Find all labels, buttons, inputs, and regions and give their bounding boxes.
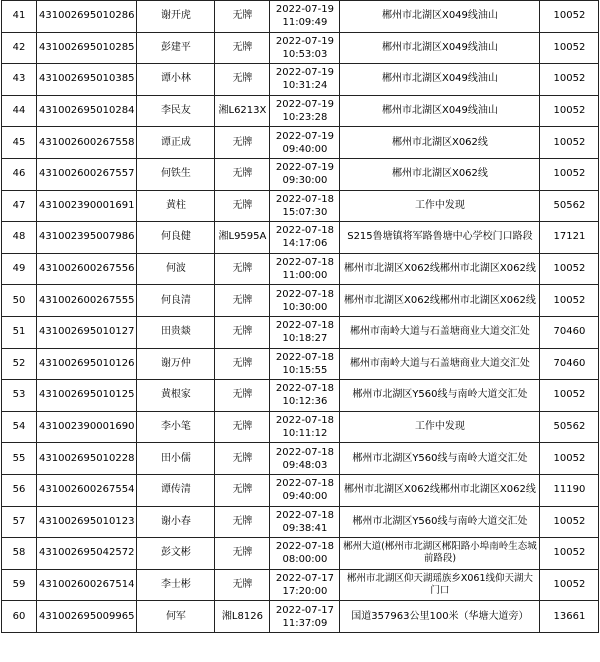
record-code-cell: 431002695010385 [37, 64, 137, 96]
time-text: 10:18:27 [282, 333, 328, 345]
unit-code-cell: 13661 [540, 601, 599, 633]
datetime-cell [270, 1, 340, 33]
record-code-cell: 431002695010284 [37, 95, 137, 127]
datetime-cell [270, 411, 340, 443]
datetime-cell [270, 443, 340, 475]
person-name-cell: 谭传清 [137, 474, 215, 506]
plate-cell: 无牌 [215, 538, 270, 570]
table-row [2, 1, 599, 33]
record-code-cell: 431002600267555 [37, 285, 137, 317]
record-code-cell: 431002600267514 [37, 569, 137, 601]
table-row [2, 506, 599, 538]
time-text: 10:30:00 [282, 301, 328, 313]
date-text: 2022-07-18 [275, 478, 334, 490]
record-code-cell: 431002395007986 [37, 222, 137, 254]
record-code-cell: 431002390001691 [37, 190, 137, 222]
row-number-cell: 53 [2, 380, 37, 412]
time-text: 09:38:41 [282, 522, 328, 534]
time-text: 10:23:28 [282, 112, 328, 124]
date-text: 2022-07-18 [275, 415, 334, 427]
datetime-cell [270, 190, 340, 222]
person-name-cell: 谢开虎 [137, 1, 215, 33]
time-text: 11:37:09 [282, 617, 328, 629]
table-row [2, 380, 599, 412]
unit-code-cell: 10052 [540, 569, 599, 601]
datetime-cell [270, 32, 340, 64]
time-text: 15:07:30 [282, 206, 328, 218]
location-cell: 郴州市北湖区X062线 [340, 127, 540, 159]
time-text: 08:00:00 [282, 554, 328, 566]
record-code-cell: 431002695010228 [37, 443, 137, 475]
date-text: 2022-07-18 [275, 288, 334, 300]
unit-code-cell: 10052 [540, 506, 599, 538]
time-text: 17:20:00 [282, 585, 328, 597]
row-number-cell: 50 [2, 285, 37, 317]
date-text: 2022-07-18 [275, 509, 334, 521]
record-code-cell: 431002600267554 [37, 474, 137, 506]
location-cell: 郴州市北湖区仰天湖瑶族乡X061线仰天湖大门口 [340, 569, 540, 601]
plate-cell: 湘L6213X [215, 95, 270, 127]
plate-cell: 无牌 [215, 569, 270, 601]
person-name-cell: 谢万仲 [137, 348, 215, 380]
table-row [2, 285, 599, 317]
date-text: 2022-07-18 [275, 446, 334, 458]
date-text: 2022-07-17 [275, 604, 334, 616]
table-row [2, 32, 599, 64]
unit-code-cell: 11190 [540, 474, 599, 506]
time-text: 10:31:24 [282, 80, 328, 92]
date-text: 2022-07-19 [275, 162, 334, 174]
person-name-cell: 李小笔 [137, 411, 215, 443]
location-cell: 郴州市南岭大道与石盖塘商业大道交汇处 [340, 316, 540, 348]
datetime-cell [270, 285, 340, 317]
table-row [2, 190, 599, 222]
person-name-cell: 李民友 [137, 95, 215, 127]
date-text: 2022-07-19 [275, 130, 334, 142]
person-name-cell: 黄根家 [137, 380, 215, 412]
datetime-cell [270, 253, 340, 285]
person-name-cell: 谭小林 [137, 64, 215, 96]
time-text: 10:15:55 [282, 364, 328, 376]
location-cell: 郴州市北湖区X049线油山 [340, 64, 540, 96]
location-cell: 郴州市北湖区X062线郴州市北湖区X062线 [340, 474, 540, 506]
date-text: 2022-07-18 [275, 351, 334, 363]
row-number-cell: 52 [2, 348, 37, 380]
table-row [2, 127, 599, 159]
table-row [2, 95, 599, 127]
date-text: 2022-07-19 [275, 35, 334, 47]
time-text: 10:12:36 [282, 396, 328, 408]
plate-cell: 无牌 [215, 253, 270, 285]
record-code-cell: 431002600267556 [37, 253, 137, 285]
person-name-cell: 何波 [137, 253, 215, 285]
unit-code-cell: 10052 [540, 538, 599, 570]
plate-cell: 无牌 [215, 506, 270, 538]
record-code-cell: 431002695010285 [37, 32, 137, 64]
record-code-cell: 431002600267557 [37, 158, 137, 190]
table-row [2, 348, 599, 380]
table-row [2, 316, 599, 348]
time-text: 09:48:03 [282, 459, 328, 471]
location-cell: 郴州市北湖区X062线 [340, 158, 540, 190]
record-code-cell: 431002390001690 [37, 411, 137, 443]
unit-code-cell: 10052 [540, 127, 599, 159]
row-number-cell: 42 [2, 32, 37, 64]
location-cell: 郴州市北湖区Y560线与南岭大道交汇处 [340, 380, 540, 412]
time-text: 09:40:00 [282, 491, 328, 503]
location-cell: 郴州市北湖区X049线油山 [340, 1, 540, 33]
location-cell: S215鲁塘镇将军路鲁塘中心学校门口路段 [340, 222, 540, 254]
location-cell: 郴州市北湖区X062线郴州市北湖区X062线 [340, 285, 540, 317]
unit-code-cell: 70460 [540, 316, 599, 348]
table-row [2, 601, 599, 633]
table-row [2, 538, 599, 570]
table-row [2, 222, 599, 254]
row-number-cell: 56 [2, 474, 37, 506]
date-text: 2022-07-18 [275, 193, 334, 205]
plate-cell: 无牌 [215, 316, 270, 348]
datetime-cell [270, 316, 340, 348]
person-name-cell: 何良健 [137, 222, 215, 254]
datetime-cell [270, 222, 340, 254]
unit-code-cell: 50562 [540, 411, 599, 443]
location-cell: 工作中发现 [340, 190, 540, 222]
plate-cell: 湘L9595A [215, 222, 270, 254]
datetime-cell [270, 538, 340, 570]
plate-cell: 无牌 [215, 32, 270, 64]
time-text: 09:30:00 [282, 175, 328, 187]
person-name-cell: 谭正成 [137, 127, 215, 159]
datetime-cell [270, 127, 340, 159]
unit-code-cell: 10052 [540, 32, 599, 64]
table-row [2, 474, 599, 506]
row-number-cell: 51 [2, 316, 37, 348]
record-code-cell: 431002695010123 [37, 506, 137, 538]
plate-cell: 无牌 [215, 1, 270, 33]
date-text: 2022-07-18 [275, 541, 334, 553]
unit-code-cell: 10052 [540, 158, 599, 190]
plate-cell: 湘L8126 [215, 601, 270, 633]
unit-code-cell: 50562 [540, 190, 599, 222]
row-number-cell: 57 [2, 506, 37, 538]
person-name-cell: 彭建平 [137, 32, 215, 64]
date-text: 2022-07-18 [275, 320, 334, 332]
location-cell: 郴州大道(郴州市北湖区郴阳路小埠南岭生态城前路段) [340, 538, 540, 570]
location-cell: 郴州市北湖区X049线油山 [340, 95, 540, 127]
record-code-cell: 431002695010126 [37, 348, 137, 380]
table-row [2, 443, 599, 475]
row-number-cell: 54 [2, 411, 37, 443]
time-text: 10:11:12 [282, 428, 328, 440]
datetime-cell [270, 158, 340, 190]
table-row [2, 411, 599, 443]
unit-code-cell: 10052 [540, 1, 599, 33]
time-text: 11:00:00 [282, 270, 328, 282]
location-cell: 郴州市北湖区Y560线与南岭大道交汇处 [340, 506, 540, 538]
table-body [2, 1, 599, 633]
location-cell: 国道357963公里100米（华塘大道旁） [340, 601, 540, 633]
datetime-cell [270, 601, 340, 633]
unit-code-cell: 10052 [540, 64, 599, 96]
person-name-cell: 田小儒 [137, 443, 215, 475]
unit-code-cell: 10052 [540, 285, 599, 317]
table-row [2, 64, 599, 96]
person-name-cell: 彭文彬 [137, 538, 215, 570]
person-name-cell: 李士彬 [137, 569, 215, 601]
table-row [2, 569, 599, 601]
unit-code-cell: 10052 [540, 95, 599, 127]
datetime-cell [270, 380, 340, 412]
record-code-cell: 431002695010127 [37, 316, 137, 348]
plate-cell: 无牌 [215, 348, 270, 380]
person-name-cell: 田贵燚 [137, 316, 215, 348]
plate-cell: 无牌 [215, 127, 270, 159]
record-code-cell: 431002695010286 [37, 1, 137, 33]
row-number-cell: 58 [2, 538, 37, 570]
row-number-cell: 59 [2, 569, 37, 601]
datetime-cell [270, 569, 340, 601]
time-text: 10:53:03 [282, 48, 328, 60]
row-number-cell: 47 [2, 190, 37, 222]
row-number-cell: 49 [2, 253, 37, 285]
datetime-cell [270, 506, 340, 538]
row-number-cell: 44 [2, 95, 37, 127]
plate-cell: 无牌 [215, 190, 270, 222]
date-text: 2022-07-19 [275, 99, 334, 111]
time-text: 09:40:00 [282, 143, 328, 155]
unit-code-cell: 10052 [540, 443, 599, 475]
plate-cell: 无牌 [215, 411, 270, 443]
table-row [2, 158, 599, 190]
violation-records-table [1, 0, 599, 633]
plate-cell: 无牌 [215, 443, 270, 475]
record-code-cell: 431002600267558 [37, 127, 137, 159]
person-name-cell: 黄柱 [137, 190, 215, 222]
datetime-cell [270, 95, 340, 127]
row-number-cell: 43 [2, 64, 37, 96]
plate-cell: 无牌 [215, 64, 270, 96]
row-number-cell: 45 [2, 127, 37, 159]
person-name-cell: 何铁生 [137, 158, 215, 190]
date-text: 2022-07-17 [275, 572, 334, 584]
person-name-cell: 谢小春 [137, 506, 215, 538]
time-text: 11:09:49 [282, 17, 328, 29]
unit-code-cell: 10052 [540, 380, 599, 412]
datetime-cell [270, 64, 340, 96]
plate-cell: 无牌 [215, 474, 270, 506]
date-text: 2022-07-19 [275, 4, 334, 16]
time-text: 14:17:06 [282, 238, 328, 250]
record-code-cell: 431002695009965 [37, 601, 137, 633]
plate-cell: 无牌 [215, 285, 270, 317]
plate-cell: 无牌 [215, 158, 270, 190]
person-name-cell: 何军 [137, 601, 215, 633]
date-text: 2022-07-18 [275, 225, 334, 237]
location-cell: 工作中发现 [340, 411, 540, 443]
row-number-cell: 60 [2, 601, 37, 633]
datetime-cell [270, 348, 340, 380]
location-cell: 郴州市北湖区X049线油山 [340, 32, 540, 64]
row-number-cell: 55 [2, 443, 37, 475]
row-number-cell: 41 [2, 1, 37, 33]
table-row [2, 253, 599, 285]
row-number-cell: 46 [2, 158, 37, 190]
date-text: 2022-07-18 [275, 257, 334, 269]
row-number-cell: 48 [2, 222, 37, 254]
location-cell: 郴州市北湖区Y560线与南岭大道交汇处 [340, 443, 540, 475]
person-name-cell: 何良清 [137, 285, 215, 317]
plate-cell: 无牌 [215, 380, 270, 412]
unit-code-cell: 10052 [540, 253, 599, 285]
datetime-cell [270, 474, 340, 506]
record-code-cell: 431002695042572 [37, 538, 137, 570]
unit-code-cell: 17121 [540, 222, 599, 254]
unit-code-cell: 70460 [540, 348, 599, 380]
date-text: 2022-07-18 [275, 383, 334, 395]
location-cell: 郴州市南岭大道与石盖塘商业大道交汇处 [340, 348, 540, 380]
record-code-cell: 431002695010125 [37, 380, 137, 412]
date-text: 2022-07-19 [275, 67, 334, 79]
location-cell: 郴州市北湖区X062线郴州市北湖区X062线 [340, 253, 540, 285]
